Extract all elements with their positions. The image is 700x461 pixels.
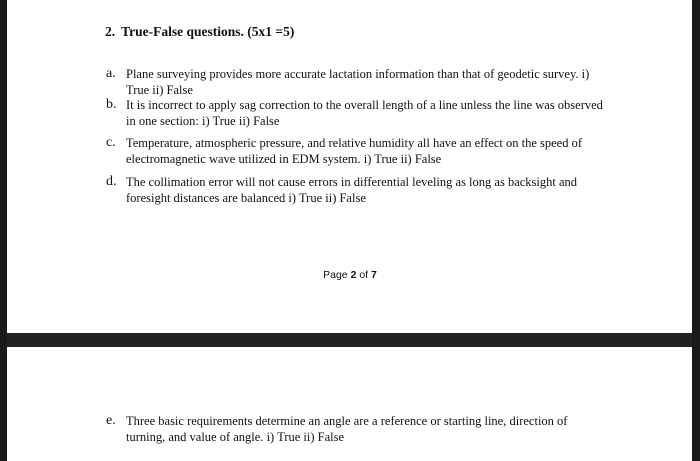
item-text: Three basic requirements determine an angle are a reference or starting line, direction of turning, and value of angle. i) True ii) False [126,414,568,444]
page-total: 7 [371,269,377,281]
question-item-e [106,413,606,445]
page-word: Page [323,269,348,281]
item-text: Plane surveying provides more accurate lactation information than that of geodetic survey. i) True ii) False [126,67,590,97]
item-letter: c. [106,135,116,150]
page-separator [0,333,700,347]
item-letter: e. [106,413,116,428]
item-letter: d. [106,174,117,189]
right-edge [692,0,700,461]
question-heading [105,24,294,40]
question-title: True-False questions. (5x1 =5) [121,24,295,39]
question-item-b [106,97,606,129]
item-text: It is incorrect to apply sag correction to the overall length of a line unless the line was observed in one section: i) True ii) False [126,98,603,128]
page-number [0,269,700,281]
question-number: 2. [105,24,116,39]
item-letter: a. [106,66,116,81]
question-item-a [106,66,606,98]
item-text: Temperature, atmospheric pressure, and relative humidity all have an effect on the speed of electromagnetic wave utilized in EDM system. i) True ii) False [126,136,583,166]
question-item-d [106,174,606,206]
item-text: The collimation error will not cause errors in differential leveling as long as backsight and foresight distances are balanced i) True ii) False [126,175,578,205]
question-item-c [106,135,606,167]
page-current: 2 [350,269,357,281]
left-edge [0,0,7,461]
item-letter: b. [106,97,117,112]
page-of: of [359,269,369,281]
